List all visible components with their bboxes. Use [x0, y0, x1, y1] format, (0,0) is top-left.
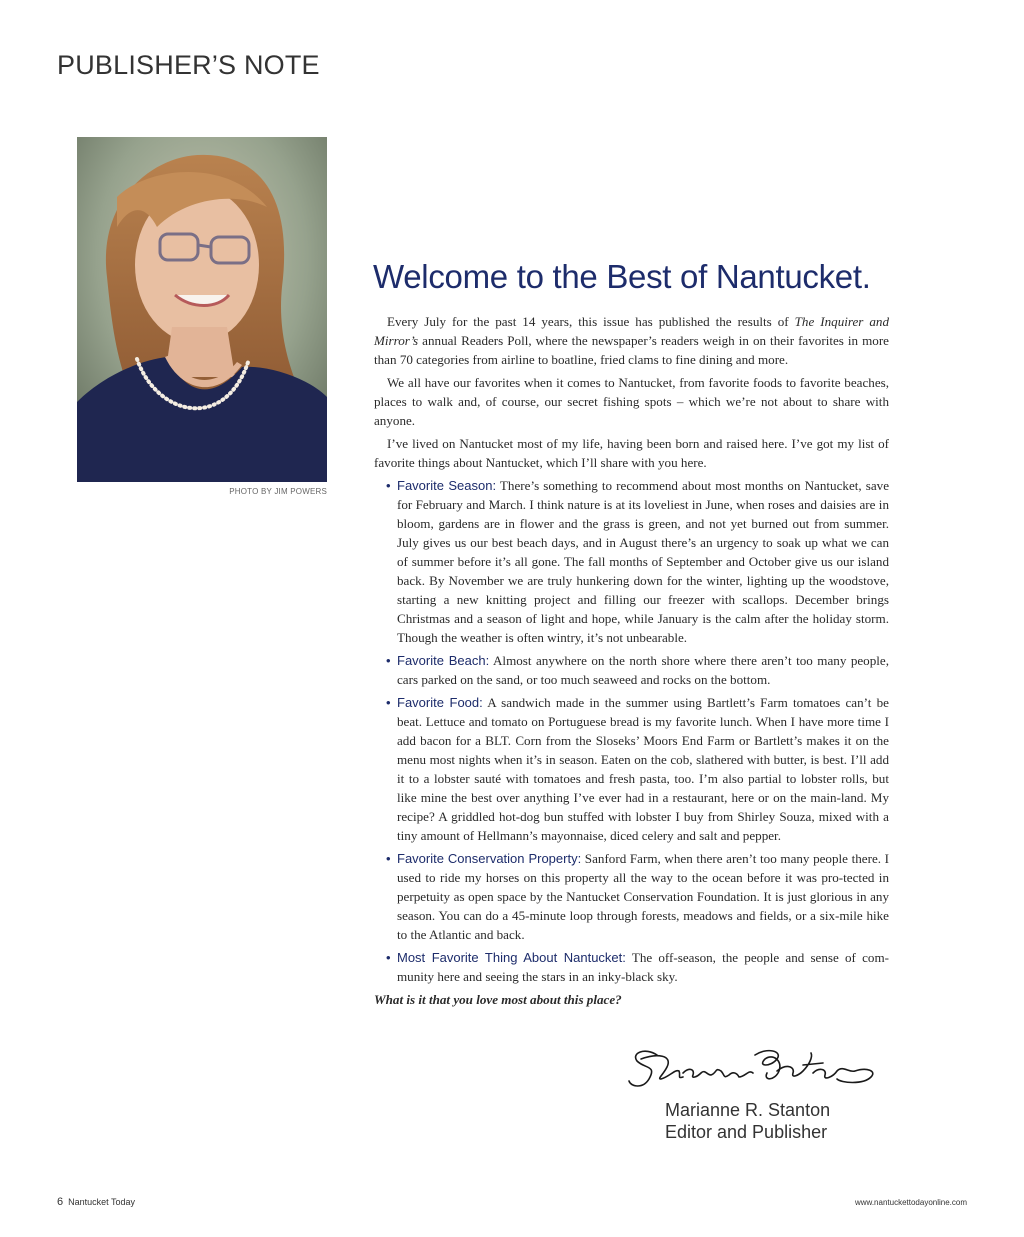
publisher-name: Marianne R. Stanton — [665, 1100, 831, 1120]
publisher-portrait-photo — [77, 137, 327, 482]
list-intro-paragraph: I’ve lived on Nantucket most of my life, having been born and raised here. I’ve got my list of favorite things about Nantucket, which I’ll share with you here. — [374, 436, 889, 470]
favorite-label: Favorite Conservation Property: — [397, 851, 582, 866]
handwritten-signature — [627, 1043, 882, 1093]
favorites-list — [374, 476, 889, 986]
signature-text: Marianne Stanton — [627, 1043, 635, 1044]
closing-question: What is it that you love most about this place? — [374, 992, 622, 1007]
list-item-favorite-food — [384, 693, 889, 845]
publication-name: Nantucket Today — [68, 1197, 136, 1207]
list-item-most-favorite-thing — [384, 948, 889, 986]
favorite-text: A sandwich made in the summer using Bartlett’s Farm tomatoes can’t be beat. Lettuce and tomato on Portuguese bread is my favorite lunch. When I have more time I add bacon for a BLT. Corn from the Sloseks’ Moors End Farm or Bartlett’s makes it on the menu most nights when it’s in season. Eaten on the cob, slathered with butter, is best. I’ll add it to a lobster sauté with tomatoes and fresh pasta, too. I’m also partial to lobster rolls, but like mine the best over anything I’ve ever had in a restaurant, here or on the main-land. My recipe? A griddled hot-dog bun stuffed with lobster I buy from Shirley Souza, mixed with a tiny amount of Hellmann’s mayonnaise, diced celery and salt and pepper. — [397, 695, 889, 843]
list-item-favorite-conservation-property — [384, 849, 889, 944]
favorite-text: The off-season, the people and sense of com-munity here and seeing the stars in an inky-black sky. — [397, 950, 889, 984]
bullet-icon: • — [386, 695, 391, 710]
website-url: www.nantuckettodayonline.com — [854, 1198, 967, 1207]
bullet-icon: • — [386, 478, 391, 493]
page-footer-left — [57, 1196, 135, 1208]
article-headline: Welcome to the Best of Nantucket. — [373, 258, 871, 295]
bullet-icon: • — [386, 851, 391, 866]
intro-paragraph: Every July for the past 14 years, this issue has published the results of The Inquirer and Mirror’s annual Readers Poll, where the newspaper’s readers weigh in on their favorites in more than 70 categories from airline to boatline, fried clams to fine dining and more. — [374, 314, 890, 367]
publisher-title: Editor and Publisher — [665, 1122, 828, 1142]
favorite-text: Almost anywhere on the north shore where there aren’t too many people, cars parked on the sand, or too much seaweed and rocks on the bottom. — [397, 653, 889, 687]
portrait-illustration — [77, 137, 327, 482]
bullet-icon: • — [386, 950, 391, 965]
article-body — [374, 312, 889, 1013]
list-item-favorite-season — [384, 476, 889, 647]
favorites-paragraph: We all have our favorites when it comes to Nantucket, from favorite foods to favorite beaches, places to walk and, of course, our secret fishing spots – which we’re not about to share with anyone. — [374, 375, 889, 428]
photo-credit: PHOTO BY JIM POWERS — [229, 487, 327, 496]
favorite-label: Most Favorite Thing About Nantucket: — [397, 950, 626, 965]
page-number: 6 — [57, 1196, 64, 1208]
favorite-label: Favorite Food: — [397, 695, 483, 710]
section-label: PUBLISHER’S NOTE — [57, 50, 320, 80]
bullet-icon: • — [386, 653, 391, 668]
favorite-label: Favorite Season: — [397, 478, 497, 493]
favorite-label: Favorite Beach: — [397, 653, 490, 668]
list-item-favorite-beach — [384, 651, 889, 689]
favorite-text: Sanford Farm, when there aren’t too many people there. I used to ride my horses on this property all the way to the ocean before it was pro-tected in perpetuity as open space by the Nantucket Conservation Foundation. It is just glorious in any season. You can do a 45-minute loop through forests, meadows and fields, or a six-mile hike to the Atlantic and back. — [397, 851, 889, 942]
favorite-text: There’s something to recommend about most months on Nantucket, save for February and March. I think nature is at its loveliest in June, when roses and daisies are in bloom, gardens are in flower and the grass is green, and not yet burned out from summer. July gives us our best beach days, and in August there’s an urgency to soak up what we can of summer before it’s all gone. The fall months of September and October give us our island back. By November we are truly hunkering down for the winter, lighting up the woodstove, starting a new knitting project and filling our freezer with scallops. December brings Christmas and a season of light and hope, while January is the calm after the holiday storm. Though the weather is often wintry, it’s not unbearable. — [397, 478, 890, 645]
